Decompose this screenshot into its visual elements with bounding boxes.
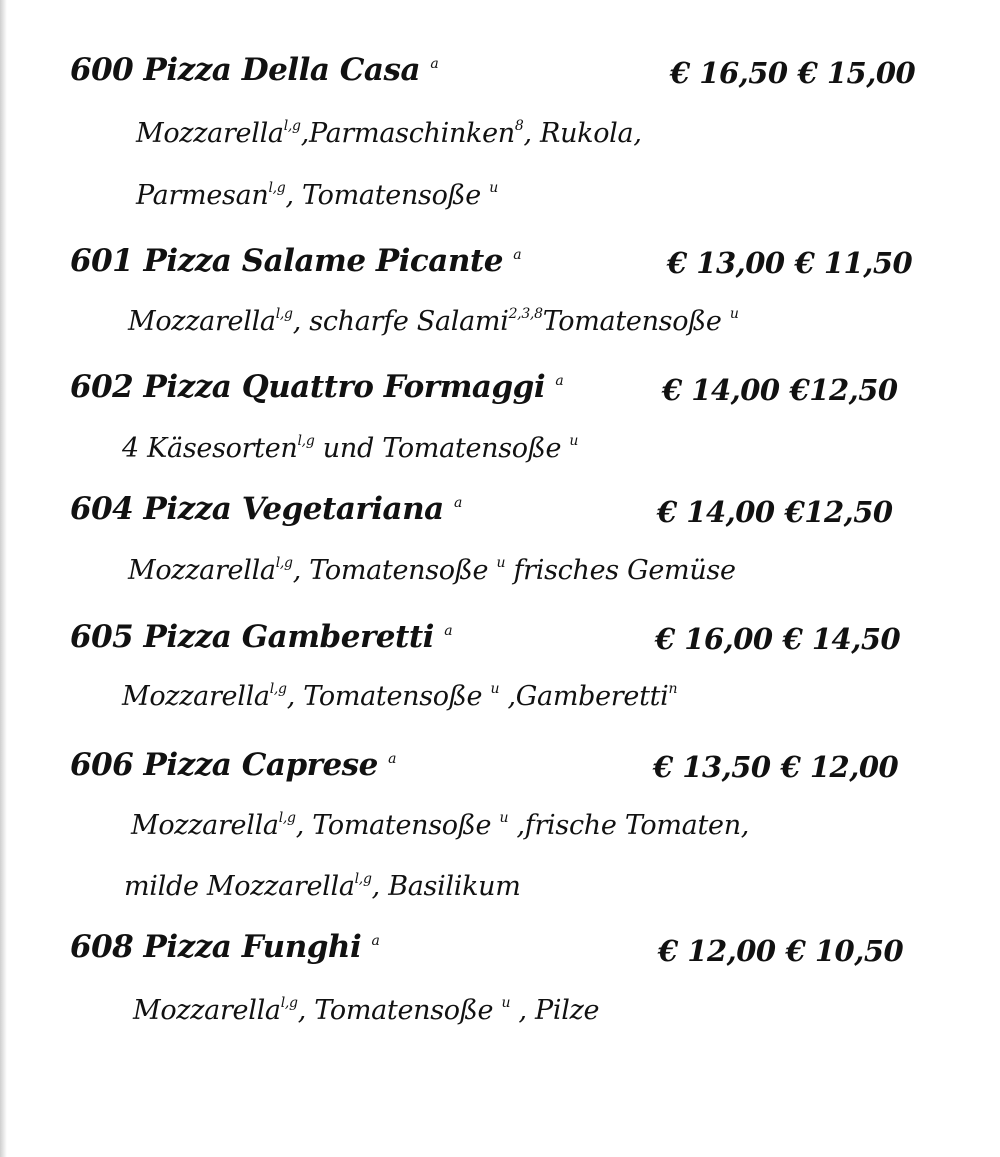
allergen-marker: l,g xyxy=(278,810,296,826)
allergen-marker: u xyxy=(490,681,500,697)
ingredient-text: Mozzarella xyxy=(131,810,279,841)
price-small: € 14,50 xyxy=(782,622,901,656)
price-small: € 10,50 xyxy=(785,934,904,968)
menu-item-description xyxy=(136,180,498,211)
price-small: € 11,50 xyxy=(794,246,913,280)
ingredient-text: ,frische Tomaten, xyxy=(508,810,750,841)
menu-item-title xyxy=(70,747,396,783)
ingredient-text: Parmesan xyxy=(136,180,269,211)
ingredient-text: ,Gamberetti xyxy=(499,681,669,712)
ingredient-text: , Pilze xyxy=(510,995,600,1026)
price-large: € 12,00 xyxy=(658,934,776,968)
ingredient-text: Mozzarella xyxy=(128,555,276,586)
menu-item-prices xyxy=(655,622,900,656)
price-large: € 13,50 xyxy=(653,750,771,784)
ingredient-text: milde Mozzarella xyxy=(124,871,355,902)
menu-item-number: 604 xyxy=(70,491,134,527)
allergen-marker: u xyxy=(496,555,506,571)
allergen-marker: l,g xyxy=(269,681,287,697)
menu-item-name: Pizza Salame Picante xyxy=(143,243,503,279)
menu-item-title xyxy=(70,369,563,405)
menu-item-description xyxy=(122,433,578,464)
ingredient-text: frisches Gemüse xyxy=(505,555,736,586)
menu-item-description xyxy=(131,810,749,841)
allergen-marker: l,g xyxy=(283,118,301,134)
ingredient-text: Mozzarella xyxy=(122,681,270,712)
ingredient-text: Mozzarella xyxy=(136,118,284,149)
allergen-marker: a xyxy=(371,933,380,949)
menu-item-description xyxy=(122,681,677,712)
ingredient-text: und Tomatensoße xyxy=(314,433,570,464)
allergen-marker: a xyxy=(430,56,439,72)
menu-item-title xyxy=(70,619,452,655)
allergen-marker: u xyxy=(489,180,498,196)
ingredient-text: , Tomatensoße xyxy=(292,555,497,586)
ingredient-text: Tomatensoße xyxy=(542,306,730,337)
menu-item-prices xyxy=(670,56,915,90)
menu-item-name: Pizza Caprese xyxy=(143,747,378,783)
menu-item-prices xyxy=(653,750,898,784)
allergen-marker: 2,3,8 xyxy=(508,306,543,322)
ingredient-text: Mozzarella xyxy=(133,995,281,1026)
ingredient-text: , Rukola, xyxy=(523,118,642,149)
menu-item-prices xyxy=(658,934,903,968)
ingredient-text: , scharfe Salami xyxy=(292,306,509,337)
allergen-marker: l,g xyxy=(268,180,286,196)
price-large: € 13,00 xyxy=(667,246,785,280)
allergen-marker: a xyxy=(454,495,462,511)
menu-item-description xyxy=(128,306,739,337)
ingredient-text: , Basilikum xyxy=(371,871,521,902)
menu-item-prices xyxy=(657,495,893,529)
ingredient-text: , Tomatensoße xyxy=(297,995,502,1026)
ingredient-text: Mozzarella xyxy=(128,306,276,337)
ingredient-text: , Tomatensoße xyxy=(285,180,490,211)
price-small: € 15,00 xyxy=(797,56,916,90)
menu-item-number: 601 xyxy=(70,243,134,279)
menu-item-title xyxy=(70,491,462,527)
menu-item-description xyxy=(124,871,521,902)
menu-item-name: Pizza Quattro Formaggi xyxy=(143,369,546,405)
allergen-marker: u xyxy=(499,810,509,826)
allergen-marker: u xyxy=(569,433,579,449)
price-small: €12,50 xyxy=(789,373,898,407)
menu-item-number: 605 xyxy=(70,619,134,655)
menu-item-description xyxy=(136,118,642,149)
menu-item-number: 608 xyxy=(70,929,134,965)
allergen-marker: a xyxy=(555,373,564,389)
allergen-marker: n xyxy=(668,681,678,697)
ingredient-text: ,Parmaschinken xyxy=(300,118,515,149)
menu-item-name: Pizza Funghi xyxy=(143,929,362,965)
menu-item-title xyxy=(70,52,438,88)
menu-item-description xyxy=(133,995,599,1026)
menu-item-name: Pizza Vegetariana xyxy=(143,491,444,527)
allergen-marker: l,g xyxy=(297,433,315,449)
menu-item-title xyxy=(70,929,379,965)
allergen-marker: l,g xyxy=(275,555,293,571)
page-edge-shadow xyxy=(0,0,7,1157)
allergen-marker: l,g xyxy=(280,995,298,1011)
menu-item-number: 600 xyxy=(70,52,134,88)
allergen-marker: u xyxy=(501,995,511,1011)
menu-item-prices xyxy=(667,246,912,280)
menu-item-description xyxy=(128,555,736,586)
price-large: € 16,00 xyxy=(655,622,773,656)
ingredient-text: 4 Käsesorten xyxy=(122,433,298,464)
menu-item-name: Pizza Gamberetti xyxy=(143,619,434,655)
price-large: € 14,00 xyxy=(662,373,780,407)
allergen-marker: 8 xyxy=(514,118,524,134)
menu-item-prices xyxy=(662,373,898,407)
price-small: €12,50 xyxy=(784,495,893,529)
menu-item-number: 606 xyxy=(70,747,134,783)
ingredient-text: , Tomatensoße xyxy=(295,810,500,841)
menu-item-title xyxy=(70,243,521,279)
ingredient-text: , Tomatensoße xyxy=(286,681,491,712)
menu-item-number: 602 xyxy=(70,369,134,405)
menu-item-name: Pizza Della Casa xyxy=(143,52,421,88)
allergen-marker: u xyxy=(729,306,739,322)
price-large: € 16,50 xyxy=(670,56,788,90)
price-small: € 12,00 xyxy=(780,750,899,784)
allergen-marker: l,g xyxy=(354,871,372,887)
allergen-marker: l,g xyxy=(275,306,293,322)
allergen-marker: a xyxy=(513,247,522,263)
allergen-marker: a xyxy=(444,623,453,639)
allergen-marker: a xyxy=(388,751,397,767)
price-large: € 14,00 xyxy=(657,495,775,529)
